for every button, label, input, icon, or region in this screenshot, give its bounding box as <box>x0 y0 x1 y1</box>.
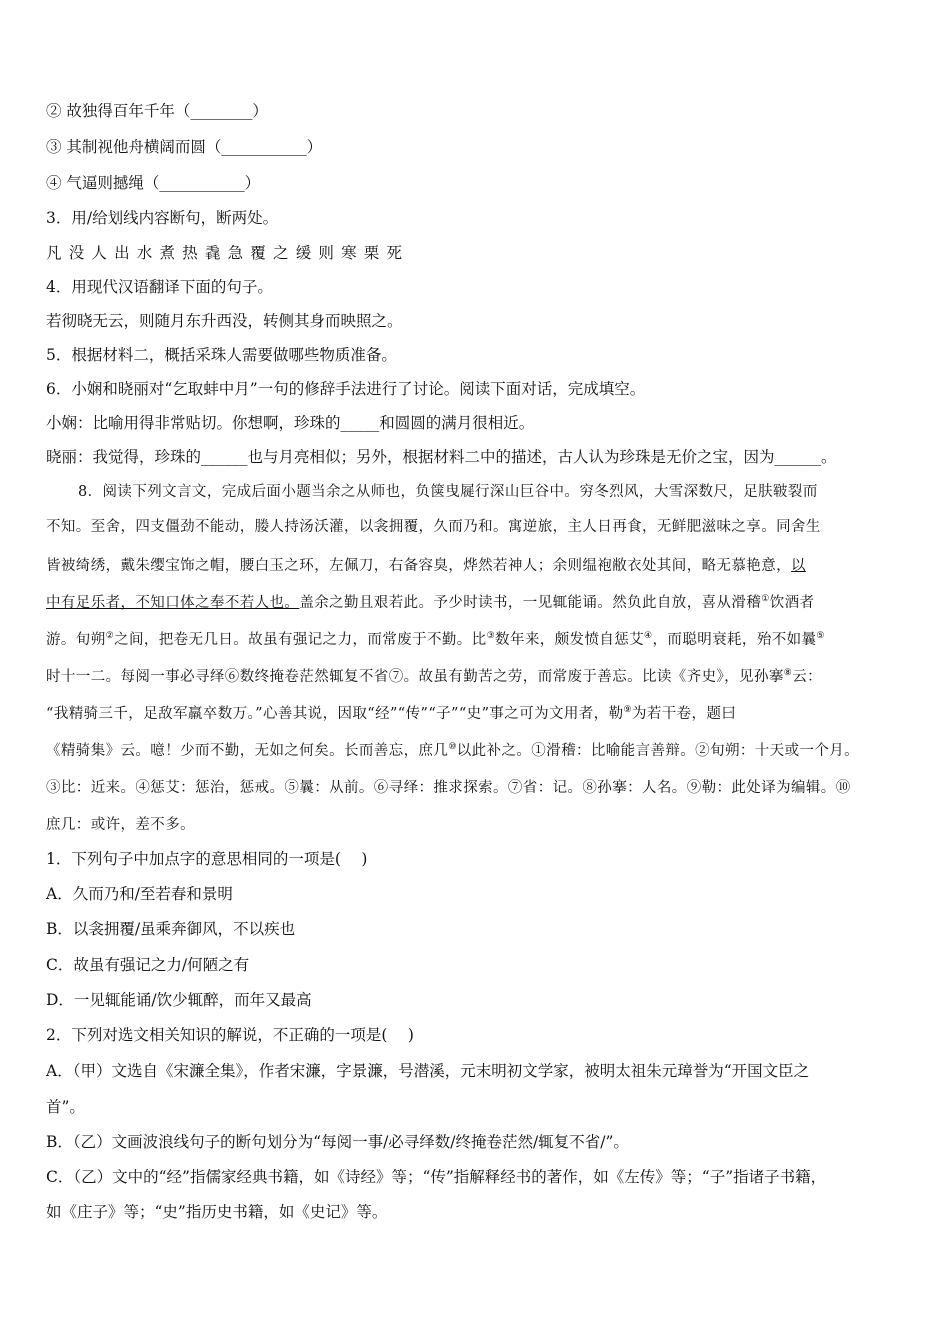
notes-line-1: ③比：近来。④惩艾：惩治，惩戒。⑤曩：从前。⑥寻绎：推求探索。⑦省：记。⑧孙搴：人名。⑨勒：此处译为编辑。⑩ <box>46 780 851 796</box>
option-1c: C．故虽有强记之力/何陋之有 <box>46 956 250 974</box>
passage-line-3 <box>46 555 806 577</box>
note-mark-9: ⑨ <box>623 705 632 716</box>
passage-line-7-b: 为若干卷，题曰 <box>631 706 737 722</box>
answer-line-3: ③ 其制视他舟横阔而圆（___________） <box>46 138 323 156</box>
question-6: 6．小娴和晓丽对“乞取蚌中月”一句的修辞手法进行了讨论。阅读下面对话，完成填空。 <box>46 380 646 398</box>
passage-line-7-a: “我精骑三千，足敌军羸卒数万。”心善其说，因取“经”“传”“子”“史”事之可为文用者，勒 <box>46 706 624 722</box>
passage-line-6-b: 云： <box>792 669 823 685</box>
sub-question-1: 1．下列句子中加点字的意思相同的一项是( ) <box>46 850 368 868</box>
question-4-text: 若彻晓无云，则随月东升西没，转侧其身而映照之。 <box>46 312 403 330</box>
underlined-sentence: 中有足乐者，不知口体之奉不若人也。 <box>46 595 300 611</box>
passage-line-8-a: 《精骑集》云。噫！少而不勤，无如之何矣。长而善忘，庶几 <box>46 743 449 759</box>
note-mark-5: ⑤ <box>816 631 825 642</box>
note-mark-8: ⑧ <box>783 668 793 679</box>
note-mark-10: ⑩ <box>448 742 457 753</box>
question-3-text: 凡没人出水煮热毳急覆之缓则寒栗死 <box>46 244 410 262</box>
passage-line-5-a: 游。旬朔 <box>46 632 106 648</box>
passage-line-3-text: 皆被绮绣，戴朱缨宝饰之帽，腰白玉之环，左佩刀，右备容臭，烨然若神人；余则缊袍敝衣处其间，略无慕艳意， <box>46 558 791 574</box>
option-1a: A．久而乃和/至若春和景明 <box>46 885 233 903</box>
question-4: 4．用现代汉语翻译下面的句子。 <box>46 278 273 296</box>
dialogue-xiaoxian: 小娴：比喻用得非常贴切。你想啊，珍珠的_____和圆圆的满月很相近。 <box>46 414 535 432</box>
passage-line-5-c: 数年来，颇发愤自惩艾 <box>495 632 645 648</box>
dialogue-xiaoli: 晓丽：我觉得，珍珠的______也与月亮相似；另外，根据材料二中的描述，古人认为珍珠是无价之宝，因为______。 <box>46 448 837 466</box>
passage-line-6 <box>46 666 822 688</box>
passage-line-5 <box>46 629 825 651</box>
passage-line-5-b: 之间，把卷无几日。故虽有强记之力，而常废于不勤。比 <box>114 632 487 648</box>
option-1d: D．一见辄能诵/饮少辄醉，而年又最高 <box>46 991 312 1009</box>
passage-line-4-text: 盖余之勤且艰若此。予少时读书，一见辄能诵。然负此自放，喜从滑稽 <box>299 595 762 611</box>
note-mark-4: ④ <box>644 631 653 642</box>
passage-line-1: 8．阅读下列文言文，完成后面小题当余之从师也，负箧曳屣行深山巨谷中。穷冬烈风，大雪深数尺，足肤皲裂而 <box>78 484 818 500</box>
passage-line-8-b: 以此补之。①滑稽：比喻能言善辩。②旬朔：十天或一个月。 <box>456 743 860 759</box>
question-3: 3．用/给划线内容断句，断两处。 <box>46 209 279 227</box>
passage-line-8 <box>46 740 859 762</box>
option-2c-cont: 如《庄子》等；“史”指历史书籍，如《史记》等。 <box>46 1203 388 1221</box>
answer-line-4: ④ 气逼则撼绳（___________） <box>46 174 261 192</box>
underlined-sentence-start: 以 <box>791 558 806 574</box>
option-2a-cont: 首”。 <box>46 1098 85 1116</box>
sub-question-2: 2．下列对选文相关知识的解说，不正确的一项是( ) <box>46 1026 414 1044</box>
notes-line-2: 庶几：或许，差不多。 <box>46 817 195 833</box>
passage-line-6-a: 时十一二。每阅一事必寻绎⑥数终掩卷茫然辄复不省⑦。故虽有勤苦之劳，而常废于善忘。比读《齐史》，见孙搴 <box>46 669 784 685</box>
passage-line-4-end: 饮酒者 <box>769 595 815 611</box>
option-2a: A．（甲）文选自《宋濂全集》，作者宋濂，字景濂，号潜溪，元末明初文学家，被明太祖朱元璋誉为“开国文臣之 <box>46 1062 810 1080</box>
note-mark-1: ① <box>761 594 770 605</box>
note-mark-3: ③ <box>486 631 496 642</box>
option-1b: B．以衾拥覆/虽乘奔御风，不以疾也 <box>46 920 296 938</box>
passage-line-5-d: ，而聪明衰耗，殆不如曩 <box>652 632 817 648</box>
option-2c: C．（乙）文中的“经”指儒家经典书籍，如《诗经》等；“传”指解释经书的著作，如《左传》等；“子”指诸子书籍， <box>46 1168 827 1186</box>
passage-line-4 <box>46 592 814 614</box>
passage-line-7 <box>46 703 736 725</box>
note-mark-2: ② <box>105 631 115 642</box>
option-2b: B．（乙）文画波浪线句子的断句划分为“每阅一事/必寻绎数/终掩卷茫然/辄复不省/”。 <box>46 1133 629 1151</box>
passage-line-2: 不知。至舍，四支僵劲不能动，媵人持汤沃灌，以衾拥覆，久而乃和。寓逆旅，主人日再食，无鲜肥滋味之享。同舍生 <box>46 519 821 535</box>
question-5: 5．根据材料二，概括采珠人需要做哪些物质准备。 <box>46 346 397 364</box>
answer-line-2: ② 故独得百年千年（________） <box>46 102 268 120</box>
